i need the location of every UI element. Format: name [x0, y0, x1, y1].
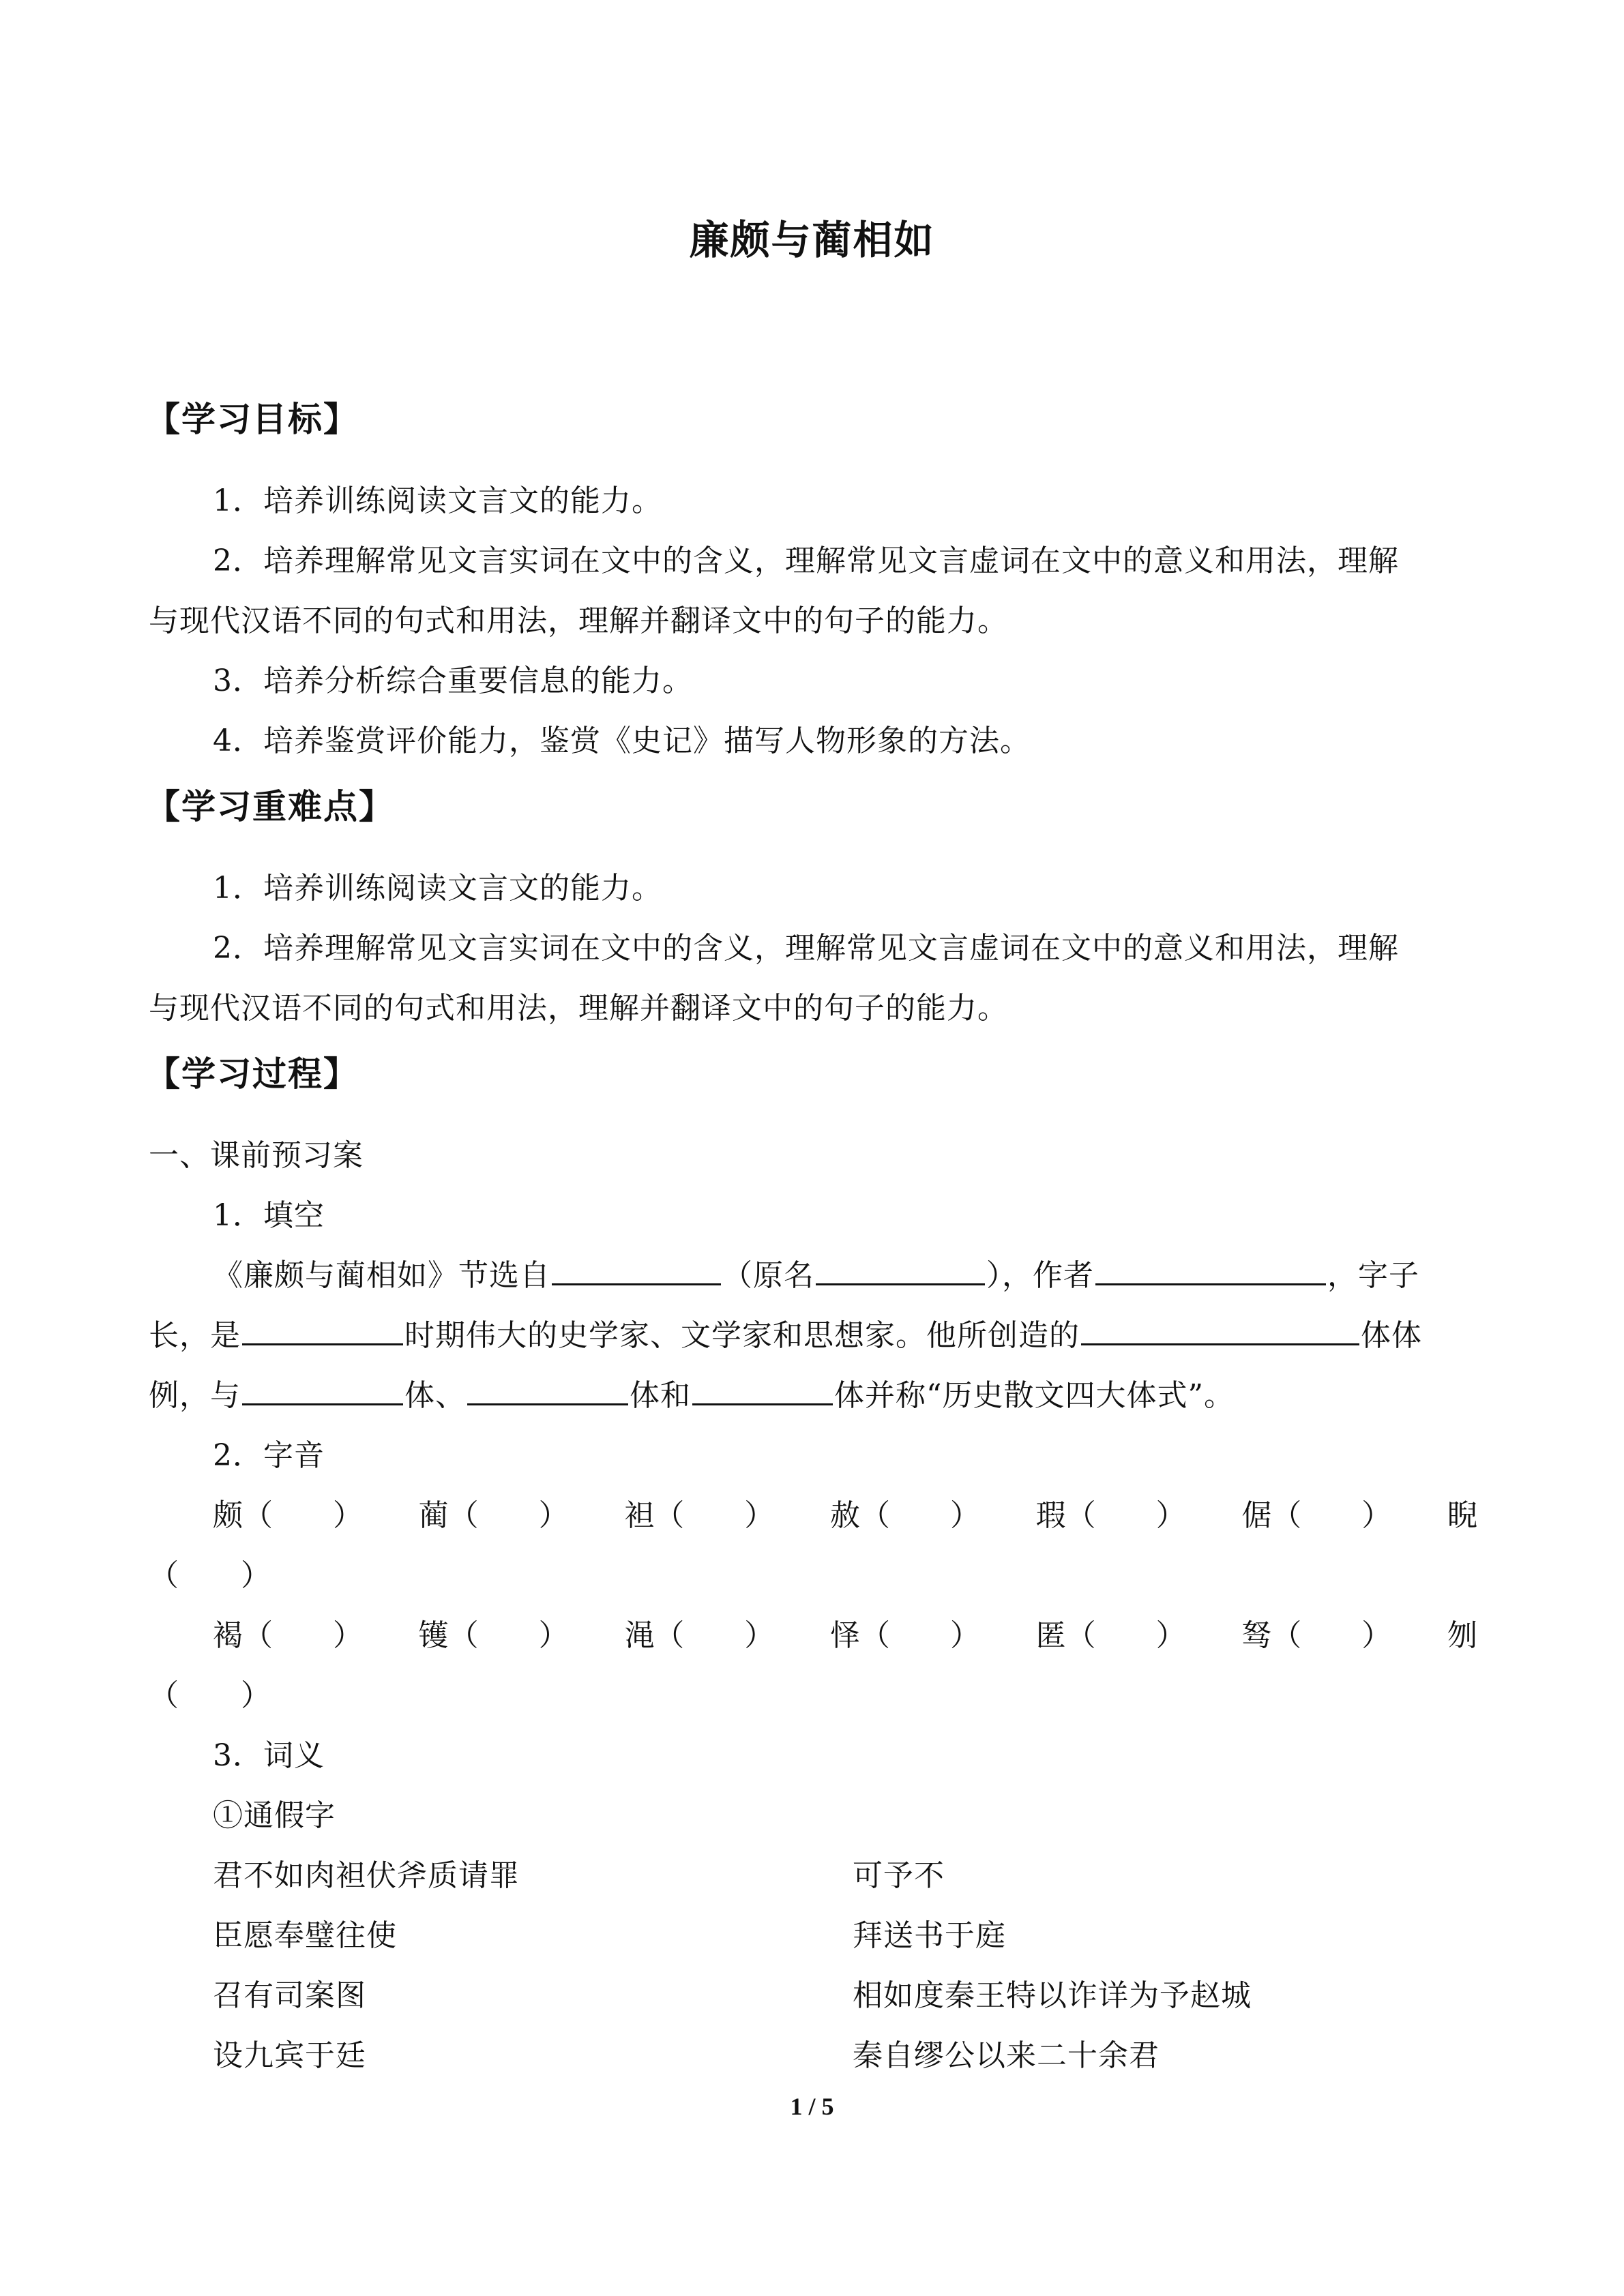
- tongjia-title: ①通假字: [213, 1798, 336, 1833]
- blank-author[interactable]: [1095, 1253, 1326, 1285]
- pron-item: 褐（ ）: [213, 1618, 363, 1653]
- pronunciation-row-1-tail: （ ）: [149, 1558, 271, 1593]
- pronunciation-row-1: [213, 1491, 1477, 1534]
- heading-key-points: 【学习重难点】: [146, 787, 394, 826]
- blank-original-name[interactable]: [816, 1253, 985, 1285]
- pron-item: 蔺（ ）: [418, 1498, 569, 1533]
- goal-4: 4．培养鉴赏评价能力，鉴赏《史记》描写人物形象的方法。: [213, 724, 1031, 758]
- page-number: 1 / 5: [790, 2093, 834, 2120]
- fill-line-3: 例，与 体、 体和 体并称“历史散文四大体式”。: [149, 1371, 1235, 1414]
- heading-goals: 【学习目标】: [146, 400, 359, 439]
- tongjia-left-3: 召有司案图: [213, 1978, 366, 2013]
- fill-line-1: 《廉颇与蔺相如》节选自 （原名 ），作者 ，字子: [213, 1251, 1419, 1294]
- pron-item: 袒（ ）: [624, 1498, 775, 1533]
- tongjia-right-4: 秦自缪公以来二十余君: [853, 2038, 1160, 2073]
- tongjia-right-1: 可予不: [853, 1858, 945, 1893]
- pron-item: 镬（ ）: [418, 1618, 569, 1653]
- fill-line-2: 长，是 时期伟大的史学家、文学家和思想家。他所创造的 体体: [149, 1311, 1422, 1354]
- tongjia-left-2: 臣愿奉璧往使: [213, 1918, 397, 1953]
- pron-item: 匿（ ）: [1035, 1618, 1186, 1653]
- goal-3: 3．培养分析综合重要信息的能力。: [213, 664, 693, 698]
- tongjia-left-4: 设九宾于廷: [213, 2038, 366, 2073]
- tongjia-right-3: 相如度秦王特以诈详为予赵城: [853, 1978, 1252, 2013]
- goal-2-line-1: 2．培养理解常见文言实词在文中的含义，理解常见文言虚词在文中的意义和用法，理解: [213, 543, 1399, 578]
- pron-item: 睨: [1447, 1498, 1477, 1533]
- goal-2-line-2: 与现代汉语不同的句式和用法，理解并翻译文中的句子的能力。: [149, 603, 1008, 638]
- blank-style-2[interactable]: [242, 1373, 403, 1405]
- pron-item: 刎: [1447, 1618, 1477, 1653]
- pron-item: 怿（ ）: [829, 1618, 980, 1653]
- page-title: 廉颇与蔺相如: [689, 217, 935, 263]
- heading-process: 【学习过程】: [146, 1054, 359, 1094]
- pron-item: 瑕（ ）: [1035, 1498, 1186, 1533]
- blank-style-3[interactable]: [467, 1373, 628, 1405]
- key-point-1: 1．培养训练阅读文言文的能力。: [213, 871, 662, 906]
- section-preview: 一、课前预习案: [149, 1138, 364, 1173]
- blank-source-book[interactable]: [552, 1253, 721, 1285]
- pron-item: 渑（ ）: [624, 1618, 775, 1653]
- pron-item: 颇（ ）: [213, 1498, 363, 1533]
- tongjia-right-2: 拜送书于庭: [853, 1918, 1006, 1953]
- word-meaning-title: 3．词义: [213, 1738, 325, 1773]
- pron-item: 赦（ ）: [829, 1498, 980, 1533]
- blank-style-4[interactable]: [692, 1373, 833, 1405]
- pronunciation-title: 2．字音: [213, 1438, 325, 1473]
- blank-style[interactable]: [1081, 1313, 1359, 1345]
- pronunciation-row-2: [213, 1611, 1477, 1654]
- goal-1: 1．培养训练阅读文言文的能力。: [213, 483, 662, 518]
- key-point-2-line-2: 与现代汉语不同的句式和用法，理解并翻译文中的句子的能力。: [149, 991, 1008, 1026]
- fill-blank-title: 1．填空: [213, 1198, 325, 1233]
- pronunciation-row-2-tail: （ ）: [149, 1678, 271, 1713]
- tongjia-left-1: 君不如肉袒伏斧质请罪: [213, 1858, 520, 1893]
- blank-period[interactable]: [242, 1313, 403, 1345]
- pron-item: 驽（ ）: [1241, 1618, 1392, 1653]
- pron-item: 倨（ ）: [1241, 1498, 1392, 1533]
- key-point-2-line-1: 2．培养理解常见文言实词在文中的含义，理解常见文言虚词在文中的意义和用法，理解: [213, 931, 1399, 966]
